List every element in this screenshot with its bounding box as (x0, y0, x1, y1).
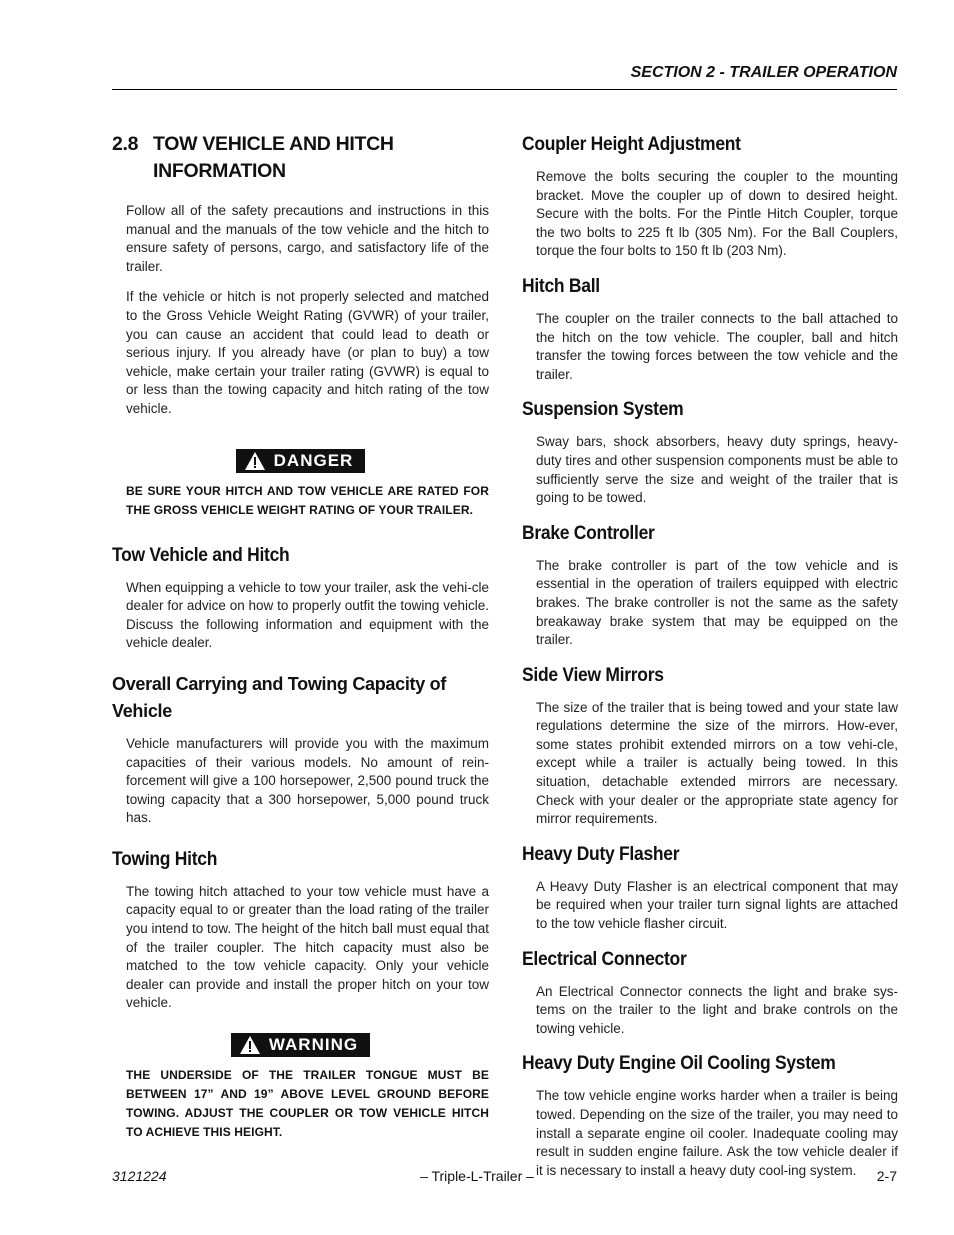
danger-alert (112, 449, 489, 476)
left-column (112, 131, 489, 1142)
intro-paragraph-2: If the vehicle or hitch is not properly selected and matched to the Gross Vehicle Weight Rating (GVWR) of your trailer, you can cause an accident that could lead to death or serious injury. If you already have (or plan to buy) a tow vehicle, make certain your trailer rating (GVWR) is equal to or less than the towing capacity and hitch rating of the tow vehicle. (126, 289, 489, 416)
heading-electrical-connector: Electrical Connector (522, 948, 687, 970)
footer-title: – Triple-L-Trailer – (420, 1168, 534, 1184)
danger-text: BE SURE YOUR HITCH AND TOW VEHICLE ARE RATED FOR THE GROSS VEHICLE WEIGHT RATING OF YOUR TRAILER. (126, 483, 489, 517)
intro-paragraph-1: Follow all of the safety precautions and instructions in this manual and the manuals of the tow vehicle and the hitch to ensure safety of persons, cargo, and satisfactory life of the trailer. (126, 203, 489, 274)
brake-controller-paragraph: The brake controller is part of the tow vehicle and is essential in the operation of trailers equipped with electric brakes. The brake controller is not the same as the safety breakaway brake system that may be equipped on the trailer. (536, 557, 898, 648)
heading-suspension-system: Suspension System (522, 399, 684, 421)
heading-tow-vehicle-and-hitch: Tow Vehicle and Hitch (112, 544, 290, 566)
warning-alert (112, 1033, 489, 1060)
coupler-height-paragraph: Remove the bolts securing the coupler to the mounting bracket. Move the coupler up of down to desired height. Secure with the bolts. For the Pintle Hitch Coupler, torque the two bolts to 225 ft lb (305 Nm). For the Ball Couplers, torque the four bolts to 150 ft lb (203 Nm). (536, 169, 898, 259)
side-view-mirrors-paragraph: The size of the trailer that is being towed and your state law regulations determine the size of the mirrors. How-ever, some states prohibit extended mirrors on a tow vehi-cle, except while a trailer is actually being towed. In this situation, detachable extended mirrors are necessary. Check with your dealer or the appropriate state agency for mirror requirements. (536, 699, 898, 827)
warning-triangle-icon (239, 1035, 261, 1055)
warning-label: WARNING (268, 1035, 359, 1055)
section-heading (112, 131, 489, 185)
tow-vehicle-paragraph: When equipping a vehicle to tow your trailer, ask the vehi-cle dealer for advice on how to properly outfit the towing vehicle. Discuss the following information and equipment with the vehicle dealer. (126, 579, 489, 651)
warning-badge (231, 1033, 370, 1057)
right-column (522, 131, 898, 1192)
engine-oil-cooling-paragraph: The tow vehicle engine works harder when a trailer is being towed. Depending on the size of the trailer, you may need to install a separate engine oil cooler. Inadequate cooling may result in sudden engine failure. Ask the tow vehicle dealer if it is necessary to install a heavy duty cool-ing system. (536, 1088, 898, 1178)
warning-triangle-icon (244, 451, 266, 471)
electrical-connector-paragraph: An Electrical Connector connects the light and brake sys-tems on the trailer to the light and brake controls on the towing vehicle. (536, 983, 898, 1036)
page-header-title: SECTION 2 - TRAILER OPERATION (630, 64, 897, 81)
footer-page-number: 2-7 (876, 1168, 897, 1184)
heading-towing-hitch: Towing Hitch (112, 848, 218, 870)
heading-brake-controller: Brake Controller (522, 522, 655, 544)
heading-hitch-ball: Hitch Ball (522, 275, 600, 297)
suspension-paragraph: Sway bars, shock absorbers, heavy duty springs, heavy-duty tires and other suspension components must be able to sufficiently serve the size and weight of the trailer that is going to be towed. (536, 434, 898, 506)
heading-carrying-towing-capacity: Overall Carrying and Towing Capacity of Vehicle (112, 673, 447, 721)
header-rule (112, 89, 897, 90)
heading-engine-oil-cooling: Heavy Duty Engine Oil Cooling System (522, 1053, 836, 1075)
footer-doc-number: 3121224 (112, 1168, 167, 1184)
heading-heavy-duty-flasher: Heavy Duty Flasher (522, 843, 680, 865)
danger-label: DANGER (273, 450, 354, 470)
section-number: 2.8 (112, 133, 139, 155)
heavy-duty-flasher-paragraph: A Heavy Duty Flasher is an electrical component that may be required when your trailer turn signal lights are attached to the tow vehicle flasher circuit. (536, 878, 898, 932)
heading-coupler-height-adjustment: Coupler Height Adjustment (522, 134, 741, 155)
capacity-paragraph: Vehicle manufacturers will provide you with the maximum capacities of their various models. No amount of rein-forcement will give a 100 horsepower, 2,500 pound truck the towing capacity that a 300 horsepower, 5,000 pound truck has. (126, 735, 489, 826)
towing-hitch-paragraph: The towing hitch attached to your tow vehicle must have a capacity equal to or greater than the load rating of the trailer you intend to tow. The height of the hitch ball must equal that of the trailer coupler. The hitch capacity must also be matched to the tow vehicle capacity. Only your vehicle dealer can provide and install the proper hitch on your tow vehicle. (126, 883, 489, 1011)
hitch-ball-paragraph: The coupler on the trailer connects to the ball attached to the hitch on the tow vehicle. The coupler, ball and hitch transfer the towing forces between the tow vehicle and the trailer. (536, 310, 898, 382)
section-title: TOW VEHICLE AND HITCH INFORMATION (153, 133, 394, 182)
danger-badge (236, 449, 366, 473)
heading-side-view-mirrors: Side View Mirrors (522, 664, 664, 686)
warning-text: THE UNDERSIDE OF THE TRAILER TONGUE MUST BE BETWEEN 17” AND 19” ABOVE LEVEL GROUND BEFORE TOWING. ADJUST THE COUPLER OR TOW VEHICLE HITCH TO ACHIEVE THIS HEIGHT. (126, 1068, 489, 1140)
